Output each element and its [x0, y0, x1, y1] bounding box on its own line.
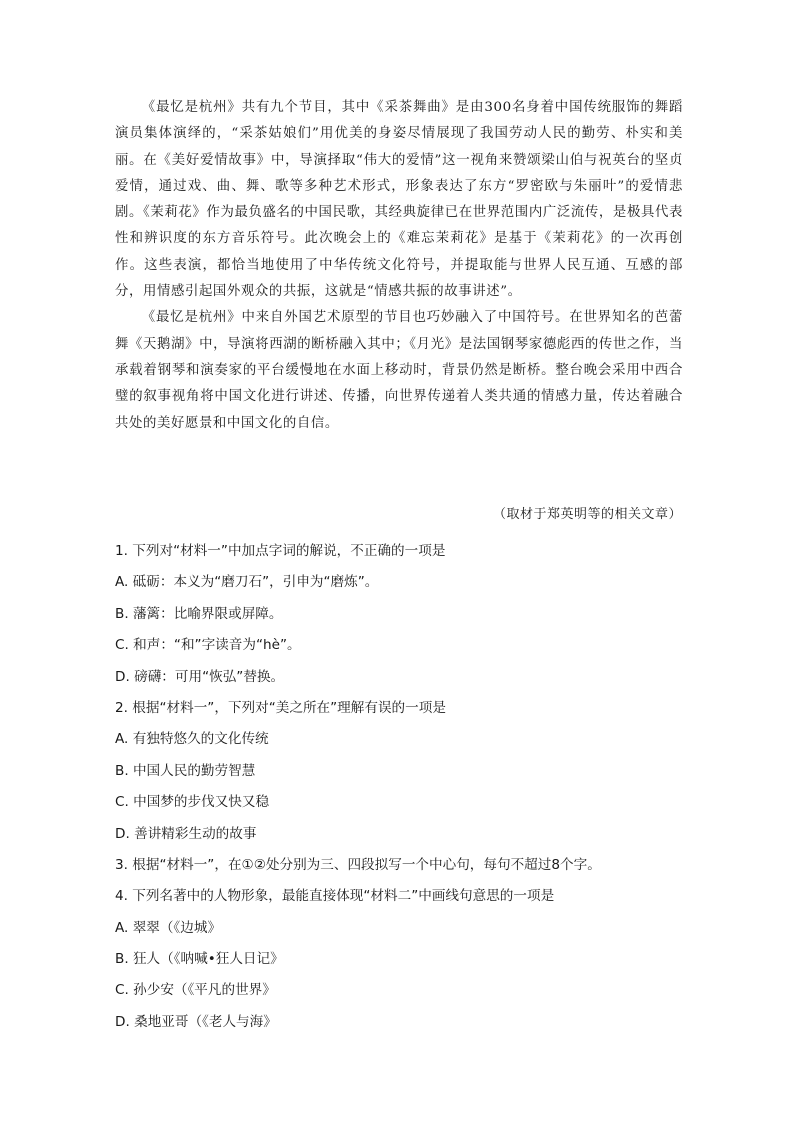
- question-2-stem: 2. 根据“材料一”，下列对“美之所在”理解有误的一项是: [115, 699, 446, 716]
- question-4-option-a: A. 翠翠（《边城》: [115, 919, 222, 936]
- question-1-option-d: D. 磅礴：可用“恢弘”替换。: [115, 668, 285, 685]
- question-4-option-b: B. 狂人（《呐喊•狂人日记》: [115, 951, 284, 968]
- question-1-option-a: A. 砥砺：本义为“磨刀石”，引申为“磨炼”。: [115, 574, 379, 591]
- question-2-option-b: B. 中国人民的勤劳智慧: [115, 762, 256, 779]
- question-1-option-b: B. 藩篱：比喻界限或屏障。: [115, 605, 283, 622]
- passage-paragraph-2: 《最忆是杭州》中来自外国艺术原型的节目也巧妙融入了中国符号。在世界知名的芭蕾舞《天鹅湖》中，导演将西湖的断桥融入其中；《月光》是法国钢琴家德彪西的传世之作，当承载着钢琴和演奏家的平台缓慢地在水面上移动时，背景仍然是断桥。整台晚会采用中西合璧的叙事视角将中国文化进行讲述、传播，向世界传递着人类共通的情感力量，传达着融合共处的美好愿景和中国文化的自信。: [115, 310, 683, 431]
- question-4-option-d: D. 桑地亚哥（《老人与海》: [115, 1013, 277, 1030]
- source-attribution: （取材于郑英明等的相关文章）: [492, 507, 682, 522]
- question-4-stem: 4. 下列名著中的人物形象，最能直接体现“材料二”中画线句意思的一项是: [115, 888, 555, 905]
- question-4-option-c: C. 孙少安（《平凡的世界》: [115, 982, 276, 999]
- question-2-option-d: D. 善讲精彩生动的故事: [115, 825, 257, 842]
- question-list: [115, 536, 685, 1038]
- question-1-option-c: C. 和声：“和”字读音为“hè”。: [115, 637, 301, 654]
- question-1-stem: 1. 下列对“材料一”中加点字词的解说，不正确的一项是: [115, 543, 446, 559]
- passage-paragraph-1: 《最忆是杭州》共有九个节目，其中《采茶舞曲》是由300名身着中国传统服饰的舞蹈演员集体演绎的，“采茶姑娘们”用优美的身姿尽情展现了我国劳动人民的勤劳、朴实和美丽。在《美好爱情故事》中，导演择取“伟大的爱情”这一视角来赞颂梁山伯与祝英台的坚贞爱情，通过戏、曲、舞、歌等多种艺术形式，形象表达了东方“罗密欧与朱丽叶”的爱情悲剧。《茉莉花》作为最负盛名的中国民歌，其经典旋律已在世界范围内广泛流传，是极具代表性和辨识度的东方音乐符号。此次晚会上的《难忘茉莉花》是基于《茉莉花》的一次再创作。这些表演，都恰当地使用了中华传统文化符号，并提取能与世界人民互通、互感的部分，用情感引起国外观众的共振，这就是“情感共振的故事讲述”。: [115, 100, 683, 300]
- material-passage: [115, 95, 683, 437]
- question-2-option-a: A. 有独特悠久的文化传统: [115, 731, 269, 748]
- question-2-option-c: C. 中国梦的步伐又快又稳: [115, 794, 270, 811]
- question-3-stem: 3. 根据“材料一”，在①②处分别为三、四段拟写一个中心句，每句不超过8个字。: [115, 856, 601, 873]
